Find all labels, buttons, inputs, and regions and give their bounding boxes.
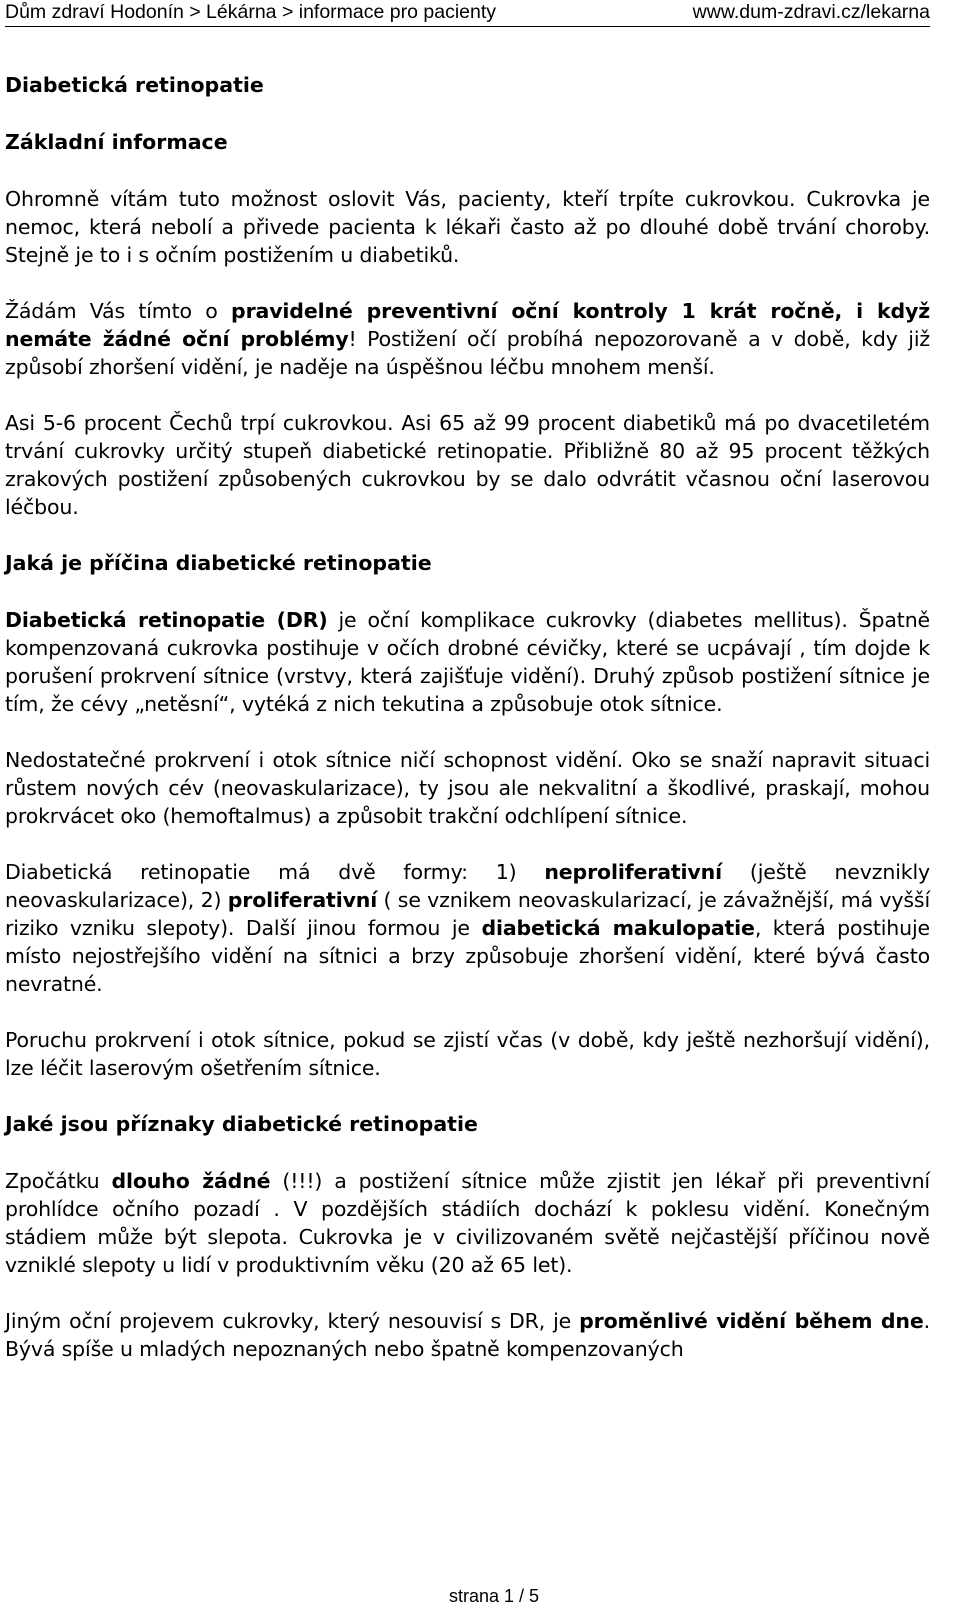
paragraph-text: Jiným oční projevem cukrovky, který nesouvisí s DR, je	[5, 1309, 580, 1333]
document-body	[5, 64, 930, 1391]
bold-text: Diabetická retinopatie (DR)	[5, 608, 328, 632]
paragraph-text: Ohromně vítám tuto možnost oslovit Vás, pacienty, kteří trpíte cukrovkou. Cukrovka je nemoc, která nebolí a přivede pacienta k lékaři často až po dlouhé době trvání choroby. Stejně je to i s očním postižením u diabetiků.	[5, 187, 930, 267]
bold-text: proliferativní	[227, 888, 378, 912]
paragraph-text: Poruchu prokrvení i otok sítnice, pokud se zjistí včas (v době, kdy ještě nezhoršují vidění), lze léčit laserovým ošetřením sítnice.	[5, 1028, 930, 1080]
paragraph-text: (!!!) a postižení sítnice může zjistit jen lékař při preventivní prohlídce očního pozadí . V pozdějších stádiích dochází k poklesu vidění. Konečným stádiem může být slepota. Cukrovka je v civilizovaném světě nejčastější příčinou nově vzniklé slepoty u lidí v produktivním věku (20 až 65 let).	[5, 1169, 930, 1277]
breadcrumb: Dům zdraví Hodonín > Lékárna > informace pro pacienty	[5, 1, 497, 23]
page-number: strana 1 / 5	[448, 1586, 540, 1606]
section-heading-basic-info: Základní informace	[5, 130, 228, 154]
paragraph	[5, 1307, 930, 1363]
paragraph	[5, 409, 930, 521]
paragraph-text: Nedostatečné prokrvení i otok sítnice ničí schopnost vidění. Oko se snaží napravit situaci růstem nových cév (neovaskularizace), ty jsou ale nekvalitní a škodlivé, praskají, mohou prokrvácet oko (hemoftalmus) a způsobit trakční odchlípení sítnice.	[5, 748, 930, 828]
bold-text: pravidelné preventivní oční kontroly 1 krát ročně, i když nemáte žádné oční problémy	[5, 299, 930, 351]
paragraph	[5, 297, 930, 381]
paragraph-text: Zpočátku	[5, 1169, 112, 1193]
section-heading-cause: Jaká je příčina diabetické retinopatie	[5, 551, 432, 575]
paragraph-text: . Bývá spíše u mladých nepoznaných nebo špatně kompenzovaných	[5, 1309, 930, 1361]
paragraph	[5, 185, 930, 269]
paragraph	[5, 1167, 930, 1279]
paragraph-text: (ještě nevznikly neovaskularizace), 2)	[5, 860, 930, 912]
bold-text: diabetická makulopatie	[481, 916, 755, 940]
paragraph-text: ( se vznikem neovaskularizací, je závažnější, má vyšší riziko vzniku slepoty). Další jinou formou je	[5, 888, 930, 940]
bold-text: dlouho žádné	[111, 1169, 271, 1193]
document-title: Diabetická retinopatie	[5, 73, 264, 97]
paragraph-text: je oční komplikace cukrovky (diabetes mellitus). Špatně kompenzovaná cukrovka postihuje v očích drobné cévičky, které se ucpávají , tím dojde k porušení prokrvení sítnice (vrstvy, která zajišťuje vidění). Druhý způsob postižení sítnice je tím, že cévy „netěsní“, vytéká z nich tekutina a způsobuje otok sítnice.	[5, 608, 930, 716]
header-url: www.dum-zdravi.cz/lekarna	[692, 1, 930, 23]
page-header	[5, 0, 930, 27]
paragraph	[5, 858, 930, 998]
section-heading-symptoms: Jaké jsou příznaky diabetické retinopatie	[5, 1112, 478, 1136]
bold-text: neproliferativní	[544, 860, 722, 884]
paragraph	[5, 606, 930, 718]
paragraph-text: , která postihuje místo nejostřejšího vidění na sítnici a brzy způsobuje zhoršení vidění, které bývá často nevratné.	[5, 916, 930, 996]
paragraph-text: Diabetická retinopatie má dvě formy: 1)	[5, 860, 545, 884]
paragraph	[5, 1026, 930, 1082]
paragraph-text: Žádám Vás tímto o	[5, 299, 232, 323]
paragraph-text: Asi 5-6 procent Čechů trpí cukrovkou. Asi 65 až 99 procent diabetiků má po dvacetiletém trvání cukrovky určitý stupeň diabetické retinopatie. Přibližně 80 až 95 procent těžkých zrakových postižení způsobených cukrovkou by se dalo odvrátit včasnou oční laserovou léčbou.	[5, 411, 930, 519]
paragraph-text: ! Postižení očí probíhá nepozorovaně a v době, kdy již způsobí zhoršení vidění, je naděje na úspěšnou léčbu mnohem menší.	[5, 327, 930, 379]
bold-text: proměnlivé vidění během dne	[579, 1309, 924, 1333]
paragraph	[5, 746, 930, 830]
